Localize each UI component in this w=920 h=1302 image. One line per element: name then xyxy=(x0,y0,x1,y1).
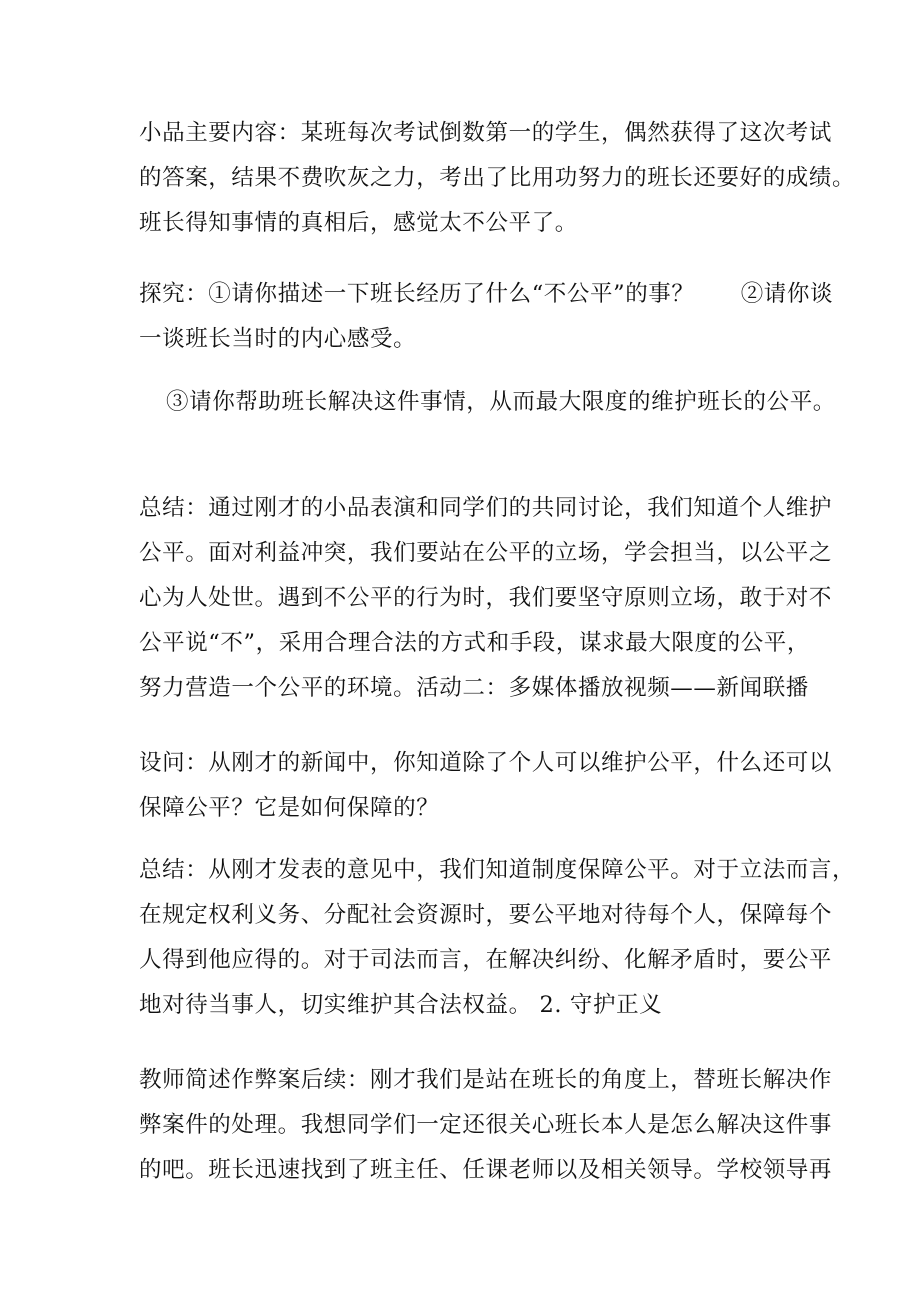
text-line: 人得到他应得的。对于司法而言，在解决纠纷、化解矛盾时，要公平 xyxy=(139,947,833,973)
text-line: 保障公平？它是如何保障的？ xyxy=(139,795,440,821)
text-line: ③请你帮助班长解决这件事情，从而最大限度的维护班长的公平。 xyxy=(166,389,836,415)
summary-2-paragraph xyxy=(139,848,856,1028)
text-line: 在规定权利义务、分配社会资源时，要公平地对待每个人，保障每个 xyxy=(139,902,833,928)
text-line: 努力营造一个公平的环境。活动二：多媒体播放视频——新闻联播 xyxy=(139,675,809,701)
text-line: 的吧。班长迅速找到了班主任、任课老师以及相关领导。学校领导再 xyxy=(139,1157,833,1183)
text-line: 设问：从刚才的新闻中，你知道除了个人可以维护公平，什么还可以 xyxy=(139,750,833,776)
text-line: 公平说“不”，采用合理合法的方式和手段，谋求最大限度的公平， xyxy=(139,630,811,656)
text-line: 公平。面对利益冲突，我们要站在公平的立场，学会担当，以公平之 xyxy=(139,540,833,566)
text-line: 的答案，结果不费吹灰之力，考出了比用功努力的班长还要好的成绩。 xyxy=(139,165,856,191)
skit-content-paragraph xyxy=(139,111,856,246)
summary-1-paragraph xyxy=(139,486,833,711)
text-line: 探究：①请你描述一下班长经历了什么“不公平”的事？ ②请你谈 xyxy=(139,281,834,307)
text-line: 总结：从刚才发表的意见中，我们知道制度保障公平。对于立法而言， xyxy=(139,857,856,883)
teacher-narration-paragraph xyxy=(139,1058,833,1193)
text-line: 一谈班长当时的内心感受。 xyxy=(139,326,417,352)
text-line: 总结：通过刚才的小品表演和同学们的共同讨论，我们知道个人维护 xyxy=(139,495,833,521)
text-line: 班长得知事情的真相后，感觉太不公平了。 xyxy=(139,210,578,236)
question-paragraph xyxy=(139,741,833,831)
text-line: 地对待当事人，切实维护其合法权益。 2. 守护正义 xyxy=(139,992,663,1018)
text-line: 小品主要内容：某班每次考试倒数第一的学生，偶然获得了这次考试 xyxy=(139,120,833,146)
text-line: 心为人处世。遇到不公平的行为时，我们要坚守原则立场，敢于对不 xyxy=(139,585,833,611)
inquiry-3-paragraph xyxy=(166,380,836,425)
inquiry-paragraph xyxy=(139,272,834,362)
text-line: 弊案件的处理。我想同学们一定还很关心班长本人是怎么解决这件事 xyxy=(139,1112,833,1138)
text-line: 教师简述作弊案后续：刚才我们是站在班长的角度上，替班长解决作 xyxy=(139,1067,833,1093)
